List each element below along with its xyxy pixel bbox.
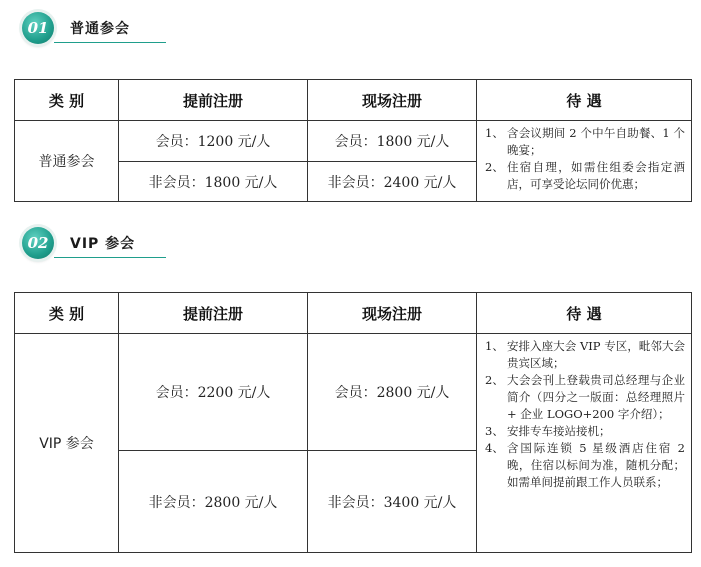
regular-registration-table <box>14 79 692 202</box>
benefit-item: 1、 安排入座大会 VIP 专区，毗邻大会贵宾区域； <box>485 339 685 370</box>
header-onsite-registration: 现场注册 <box>308 80 477 121</box>
nonmember-early-price: 非会员：1800 元/人 <box>119 162 308 202</box>
header-early-registration: 提前注册 <box>119 80 308 121</box>
benefit-item: 2、 大会会刊上登载贵司总经理与企业简介（四分之一版面：总经理照片+ 企业 LOGO+200 字介绍）； <box>485 373 685 421</box>
member-onsite-price: 会员：1800 元/人 <box>308 121 477 162</box>
member-early-price: 会员：1200 元/人 <box>119 121 308 162</box>
benefit-item: 1、 含会议期间 2 个中午自助餐、1 个晚宴； <box>485 126 685 157</box>
header-benefits: 待 遇 <box>477 293 692 334</box>
nonmember-early-price: 非会员：2800 元/人 <box>119 451 308 553</box>
section-title: VIP 参会 <box>70 236 136 252</box>
section-underline <box>54 42 166 43</box>
benefit-item: 3、 安排专车接站接机； <box>485 424 611 438</box>
header-category: 类 别 <box>15 80 119 121</box>
section-header-regular <box>18 10 158 46</box>
section-header-vip <box>18 225 158 261</box>
header-category: 类 别 <box>15 293 119 334</box>
benefit-item: 4、 含国际连锁 5 星级酒店住宿 2 晚，住宿以标间为准，随机分配；如需单间提前跟工作人员联系； <box>485 441 685 489</box>
header-onsite-registration: 现场注册 <box>308 293 477 334</box>
benefits-cell <box>477 334 692 553</box>
table-row <box>15 334 692 451</box>
section-number-badge: 02 <box>22 227 54 259</box>
table-header-row <box>15 80 692 121</box>
category-cell: 普通参会 <box>15 121 119 202</box>
benefits-cell <box>477 121 692 202</box>
section-number-badge: 01 <box>22 12 54 44</box>
nonmember-onsite-price: 非会员：3400 元/人 <box>308 451 477 553</box>
table-row <box>15 121 692 162</box>
vip-registration-table <box>14 292 692 553</box>
member-early-price: 会员：2200 元/人 <box>119 334 308 451</box>
table-header-row <box>15 293 692 334</box>
section-underline <box>54 257 166 258</box>
nonmember-onsite-price: 非会员：2400 元/人 <box>308 162 477 202</box>
category-cell: VIP 参会 <box>15 334 119 553</box>
header-early-registration: 提前注册 <box>119 293 308 334</box>
header-benefits: 待 遇 <box>477 80 692 121</box>
section-title: 普通参会 <box>70 21 130 37</box>
benefit-item: 2、 住宿自理，如需住组委会指定酒店，可享受论坛同价优惠； <box>485 160 685 191</box>
member-onsite-price: 会员：2800 元/人 <box>308 334 477 451</box>
